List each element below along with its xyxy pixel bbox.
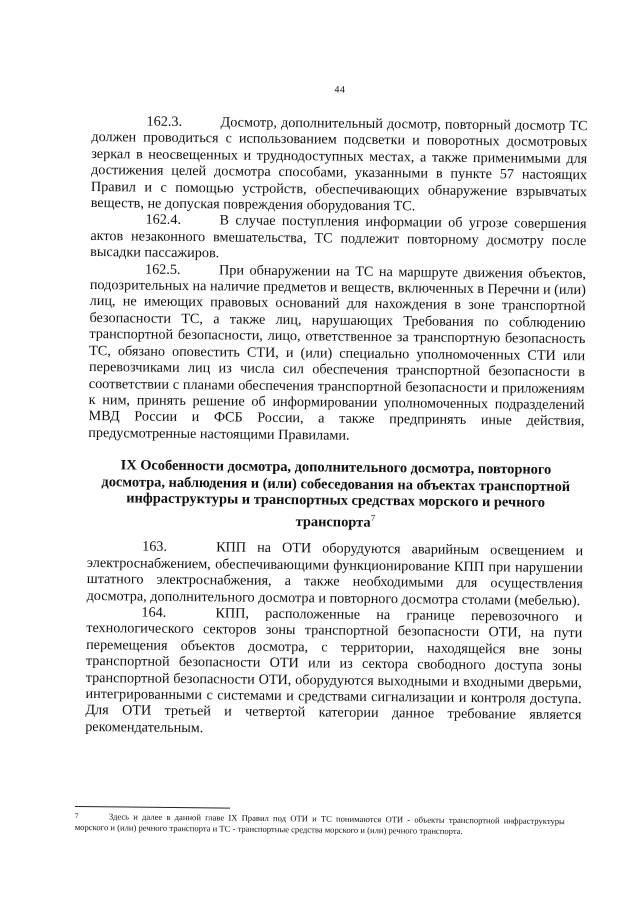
footnotes — [75, 806, 565, 838]
paragraph-number: 163. — [142, 538, 168, 556]
paragraph-text: При обнаружении на ТС на маршруте движения объектов, подозрительных на наличие предметов и веществ, включенных в Перечни и (или) лиц, не имеющих правовых оснований для нахождения в зоне транспортной безопасности ТС, а также лиц, нарушающих Требования по соблюдению транспортной безопасности, лицо, ответственное за транспортную безопасность ТС, обязано оповестить СТИ, и (или) специально уполномоченных СТИ или перевозчиками лиц из числа сил обеспечения транспортной безопасности в соответствии с планами обеспечения транспортной безопасности и приложениям к ним, принять решение об информировании уполномоченных подразделений МВД России и ФСБ России, а также предпринять иные действия, предусмотренные настоящими Правилами. — [88, 261, 587, 444]
footnote-mark: 7 — [74, 811, 79, 821]
paragraph-162-4 — [90, 211, 586, 265]
page-number: 44 — [334, 84, 346, 96]
footnote-reference: 7 — [370, 512, 376, 523]
footnote-text: Здесь и далее в данной главе IX Правил под ОТИ и ТС понимаются ОТИ - объекты транспортной инфраструктуры морского и (или) речного транспорта и ТС - транспортные средства морского и (или) речного транспорта. — [74, 811, 565, 837]
paragraph-text: Досмотр, дополнительный досмотр, повторный досмотр ТС должен проводиться с использованием подсветки и поворотных досмотровых зеркал в неосвещенных и труднодоступных местах, а также применимыми для достижения целей досмотра способами, указанными в пункте 57 настоящих Правил и с помощью устройств, обеспечивающих обнаружение взрывчатых веществ, не допуская повреждения оборудования ТС. — [90, 114, 588, 215]
paragraph-162-5 — [88, 261, 586, 447]
footnote-divider — [75, 806, 230, 809]
paragraph-number: 162.4. — [145, 212, 182, 229]
paragraph-number: 164. — [141, 604, 167, 621]
paragraph-164 — [85, 604, 582, 740]
section-heading — [87, 457, 584, 533]
paragraph-text: КПП, расположенные на границе перевозочного и технологического секторов зоны транспортной безопасности ОТИ, на пути перемещения объектов досмотра, с территории, находящейся вне зоны транспортной безопасности ОТИ или из сектора свободного доступа зоны транспортной безопасности ОТИ, оборудуются выходными и входными дверьми, интегрированными с системами и средствами сигнализации и контроля доступа. Для ОТИ третьей и четвертой категории данное требование является рекомендательным. — [85, 605, 583, 736]
paragraph-162-3 — [91, 113, 588, 217]
paragraph-number: 162.3. — [146, 113, 183, 130]
paragraph-text: В случае поступления информации об угрозе совершения актов незаконного вмешательства, ТС подлежит повторному досмотру после высадки пассажиров. — [90, 212, 587, 262]
paragraph-text: КПП на ОТИ оборудуются аварийным освещением и электроснабжением, обеспечивающими функционирование КПП при нарушении штатного электроснабжения, а также необходимыми для осуществления досмотра, дополнительного досмотра и повторного досмотра столами (мебелью). — [86, 539, 584, 609]
section-heading-text: IX Особенности досмотра, дополнительного досмотра, повторного досмотра, наблюдения и (или) собеседования на объектах транспортной инфраструктуры и транспортных средствах морского и речного транспорта — [101, 457, 571, 531]
main-text — [85, 82, 588, 740]
footnote-7 — [75, 811, 565, 838]
paragraph-163 — [87, 538, 584, 609]
paragraph-number: 162.5. — [144, 261, 181, 278]
